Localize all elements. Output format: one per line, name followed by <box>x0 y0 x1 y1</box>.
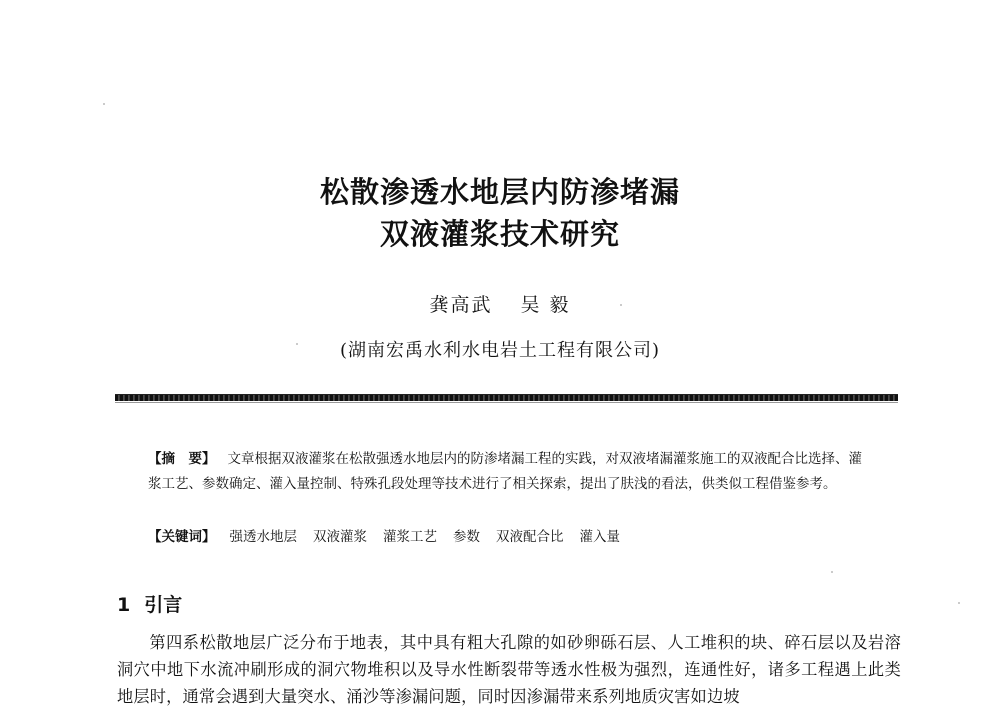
section-number: 1 <box>117 594 131 616</box>
scan-speck <box>958 602 960 604</box>
paper-title-line-2: 双液灌浆技术研究 <box>379 217 620 251</box>
author-name: 龚高武 <box>429 294 493 316</box>
abstract-label: 【摘 要】 <box>148 451 216 467</box>
header-divider <box>115 394 898 401</box>
scan-speck <box>296 343 298 345</box>
affiliation: (湖南宏禹水利水电岩土工程有限公司) <box>339 340 661 361</box>
keywords-label: 【关键词】 <box>148 529 216 545</box>
author-list <box>0 290 1000 317</box>
body-paragraph <box>117 629 901 710</box>
scan-speck <box>620 304 622 306</box>
section-heading <box>117 590 182 617</box>
abstract-block <box>148 447 870 497</box>
keyword: 强透水地层 <box>229 529 297 545</box>
keyword: 参数 <box>453 529 480 545</box>
keyword: 双液灌浆 <box>313 529 367 545</box>
keyword: 灌浆工艺 <box>383 529 437 545</box>
scan-speck <box>831 571 833 573</box>
keyword: 灌入量 <box>579 529 620 545</box>
keyword: 双液配合比 <box>496 529 564 545</box>
author-name: 吴 毅 <box>520 294 571 316</box>
scan-speck <box>103 103 105 105</box>
abstract-text: 文章根据双液灌浆在松散强透水地层内的防渗堵漏工程的实践，对双液堵漏灌浆施工的双液配合比选择、灌浆工艺、参数确定、灌入量控制、特殊孔段处理等技术进行了相关探索，提出了肤浅的看法，供类似工程借鉴参考。 <box>148 451 862 492</box>
header-divider-thin <box>115 402 898 403</box>
paragraph-text: 第四系松散地层广泛分布于地表，其中具有粗大孔隙的如砂卵砾石层、人工堆积的块、碎石层以及岩溶洞穴中地下水流冲刷形成的洞穴物堆积以及导水性断裂带等透水性极为强烈，连通性好，诸多工程遇上此类地层时，通常会遇到大量突水、涌沙等渗漏问题，同时因渗漏带来系列地质灾害如边坡 <box>117 633 901 706</box>
section-title: 引言 <box>144 594 183 616</box>
keywords-block <box>148 525 870 550</box>
paper-title-line-1: 松散渗透水地层内防渗堵漏 <box>319 175 680 209</box>
